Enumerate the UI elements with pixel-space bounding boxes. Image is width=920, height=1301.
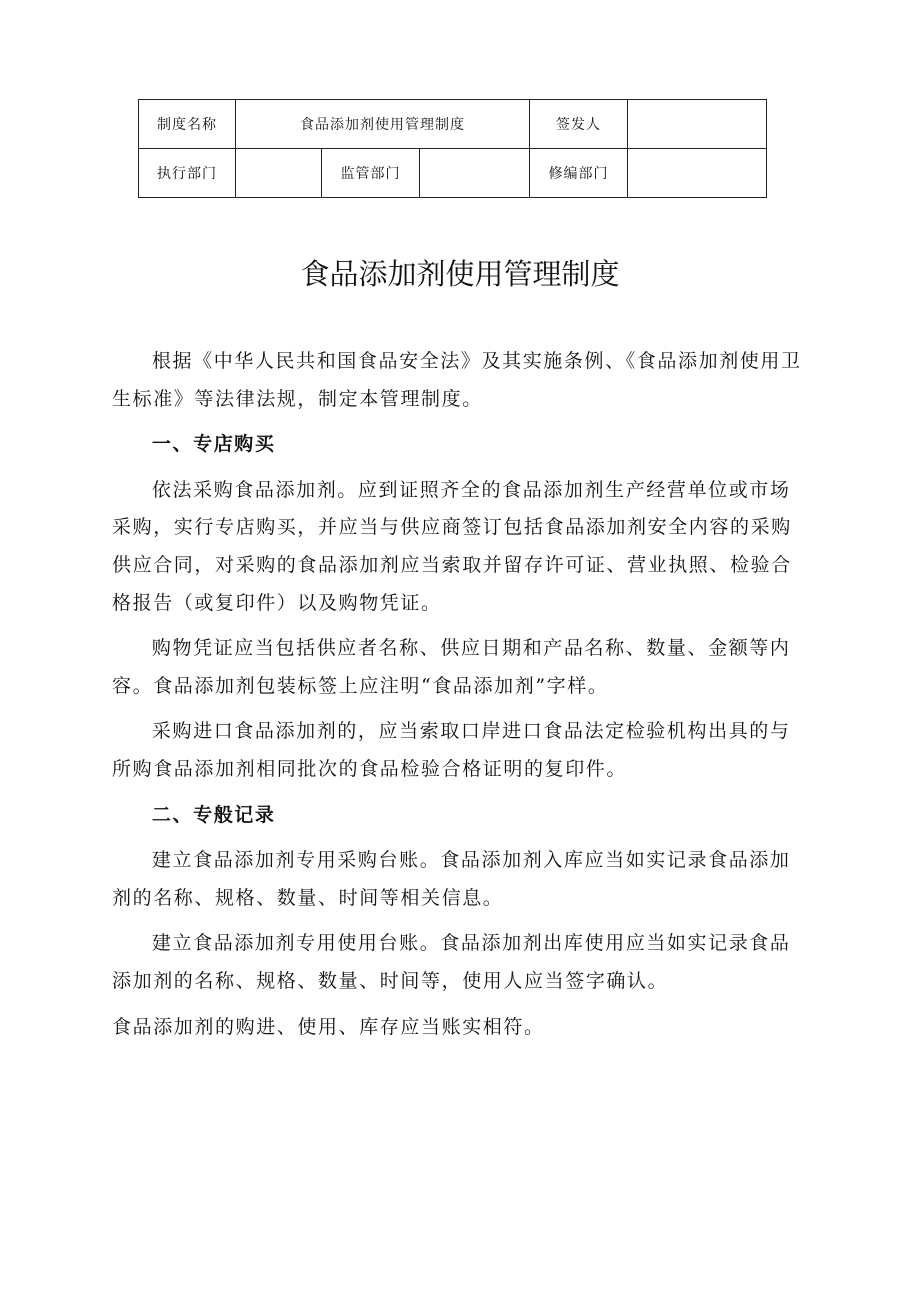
section-2-heading: 二、专般记录: [151, 803, 276, 826]
value-edit-dept: [628, 149, 767, 198]
section-2-paragraph-2: 建立食品添加剂专用使用台账。食品添加剂出库使用应当如实记录食品添加剂的名称、规格、数量、时间等，使用人应当签字确认。: [112, 932, 791, 992]
section-2-paragraph-1: 建立食品添加剂专用采购台账。食品添加剂入库应当如实记录食品添加剂的名称、规格、数量、时间等相关信息。: [112, 849, 791, 909]
meta-row-2: [139, 149, 767, 198]
intro-paragraph: 根据《中华人民共和国食品安全法》及其实施条例、《食品添加剂使用卫生标准》等法律法规，制定本管理制度。: [112, 350, 802, 410]
value-issuer: [628, 100, 767, 149]
section-1-paragraph-2: 购物凭证应当包括供应者名称、供应日期和产品名称、数量、金额等内容。食品添加剂包装标签上应注明“食品添加剂”字样。: [112, 637, 791, 697]
section-1-paragraph-1: 依法采购食品添加剂。应到证照齐全的食品添加剂生产经营单位或市场采购，实行专店购买，并应当与供应商签订包括食品添加剂安全内容的采购供应合同，对采购的食品添加剂应当索取并留存许可证、营业执照、检验合格报告（或复印件）以及购物凭证。: [112, 478, 792, 614]
section-1-paragraph-3: 采购进口食品添加剂的，应当索取口岸进口食品法定检验机构出具的与所购食品添加剂相同批次的食品检验合格证明的复印件。: [112, 720, 791, 780]
label-edit-dept: 修编部门: [530, 149, 628, 198]
label-supervise-dept: 监管部门: [322, 149, 420, 198]
section-2-paragraph-3: 食品添加剂的购进、使用、库存应当账实相符。: [112, 1015, 545, 1038]
document-meta-table: [138, 99, 767, 198]
document-body: [112, 343, 802, 1054]
label-exec-dept: 执行部门: [139, 149, 236, 198]
document-title: 食品添加剂使用管理制度: [300, 257, 620, 291]
label-policy-name: 制度名称: [139, 100, 236, 149]
value-policy-name: 食品添加剂使用管理制度: [236, 100, 530, 149]
label-issuer: 签发人: [530, 100, 628, 149]
section-1-heading: 一、专店购买: [151, 433, 276, 456]
value-exec-dept: [236, 149, 322, 198]
meta-row-1: [139, 100, 767, 149]
value-supervise-dept: [420, 149, 530, 198]
